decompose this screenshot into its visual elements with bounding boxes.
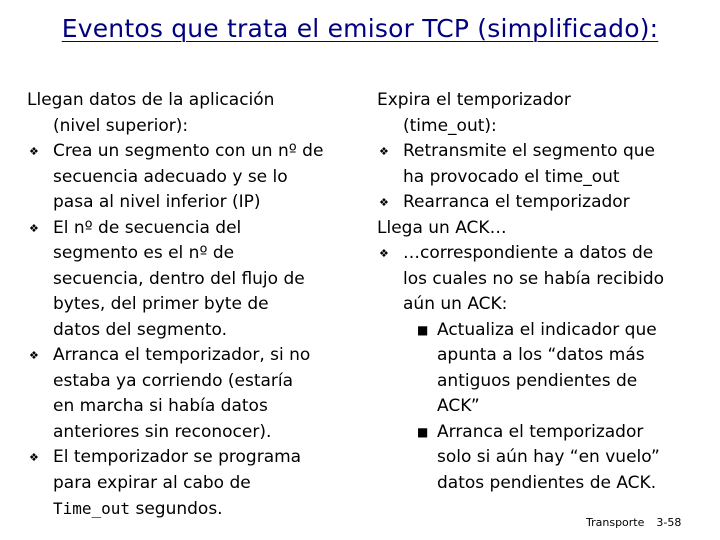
square-bullet-icon: ■ xyxy=(417,424,429,439)
bullet-text: estaba ya corriendo (estaría xyxy=(53,370,294,391)
subbullet-text: antiguos pendientes de xyxy=(437,370,638,391)
left-bullet-1 xyxy=(27,139,352,216)
bullet-text: Rearranca el temporizador xyxy=(403,192,630,212)
subbullet-text: datos pendientes de ACK. xyxy=(437,472,657,493)
left-heading-line-1: Llegan datos de la aplicación xyxy=(27,90,275,110)
bullet-text: pasa al nivel inferior (IP) xyxy=(53,192,261,212)
right-heading-2: Llega un ACK… xyxy=(377,217,507,238)
diamond-bullet-icon: ❖ xyxy=(29,221,39,235)
bullet-text: El nº de secuencia del xyxy=(53,217,242,238)
bullet-text: anteriores sin reconocer). xyxy=(53,421,272,442)
timeout-tail: segundos. xyxy=(130,499,223,519)
right-heading-line-1: Expira el temporizador xyxy=(377,90,571,110)
bullet-text: Retransmite el segmento que xyxy=(403,141,656,161)
bullet-text: los cuales no se había recibido xyxy=(403,268,665,289)
right-bullet-1 xyxy=(377,139,697,190)
bullet-text: en marcha si había datos xyxy=(53,396,268,416)
diamond-bullet-icon: ❖ xyxy=(29,349,39,362)
slide-title: Eventos que trata el emisor TCP (simplificado): xyxy=(61,14,659,43)
right-subbullet-1 xyxy=(377,318,697,420)
right-bullet-2 xyxy=(377,190,697,216)
timeout-code: Time_out xyxy=(53,499,131,518)
subbullet-text: apunta a los “datos más xyxy=(437,345,645,365)
bullet-text: Crea un segmento con un nº de xyxy=(53,141,324,161)
bullet-text: aún un ACK: xyxy=(403,294,508,314)
left-heading-line-2: (nivel superior): xyxy=(53,115,189,136)
right-column xyxy=(377,88,697,496)
bullet-text: Arranca el temporizador, si no xyxy=(53,345,311,365)
left-bullet-2 xyxy=(27,216,352,344)
right-subbullet-2 xyxy=(377,420,697,497)
bullet-text: bytes, del primer byte de xyxy=(53,294,269,314)
diamond-bullet-icon: ❖ xyxy=(29,145,39,158)
subbullet-text: Actualiza el indicador que xyxy=(437,319,657,340)
bullet-text: secuencia, dentro del flujo de xyxy=(53,268,305,289)
left-bullet-4 xyxy=(27,445,352,523)
page-number: 3-58 xyxy=(656,516,682,529)
bullet-text: datos del segmento. xyxy=(53,319,227,340)
subbullet-text: ACK” xyxy=(437,396,480,416)
bullet-text: …correspondiente a datos de xyxy=(403,243,654,263)
diamond-bullet-icon: ❖ xyxy=(379,145,389,158)
bullet-text-last xyxy=(53,496,352,523)
diamond-bullet-icon: ❖ xyxy=(379,247,389,260)
footer-section-label: Transporte xyxy=(586,516,645,529)
diamond-bullet-icon: ❖ xyxy=(29,451,39,464)
right-heading-line-2: (time_out): xyxy=(403,115,497,136)
left-column xyxy=(27,88,352,523)
bullet-text: para expirar al cabo de xyxy=(53,472,251,493)
bullet-text: secuencia adecuado y se lo xyxy=(53,166,288,187)
bullet-text: El temporizador se programa xyxy=(53,447,302,467)
slide-footer xyxy=(586,516,681,529)
subbullet-text: Arranca el temporizador xyxy=(437,421,644,442)
square-bullet-icon: ■ xyxy=(417,322,429,337)
right-sub-bullet xyxy=(377,241,697,318)
diamond-bullet-icon: ❖ xyxy=(379,196,389,209)
left-bullet-3 xyxy=(27,343,352,445)
subbullet-text: solo si aún hay “en vuelo” xyxy=(437,447,660,467)
bullet-text: segmento es el nº de xyxy=(53,243,235,263)
bullet-text: ha provocado el time_out xyxy=(403,166,620,187)
